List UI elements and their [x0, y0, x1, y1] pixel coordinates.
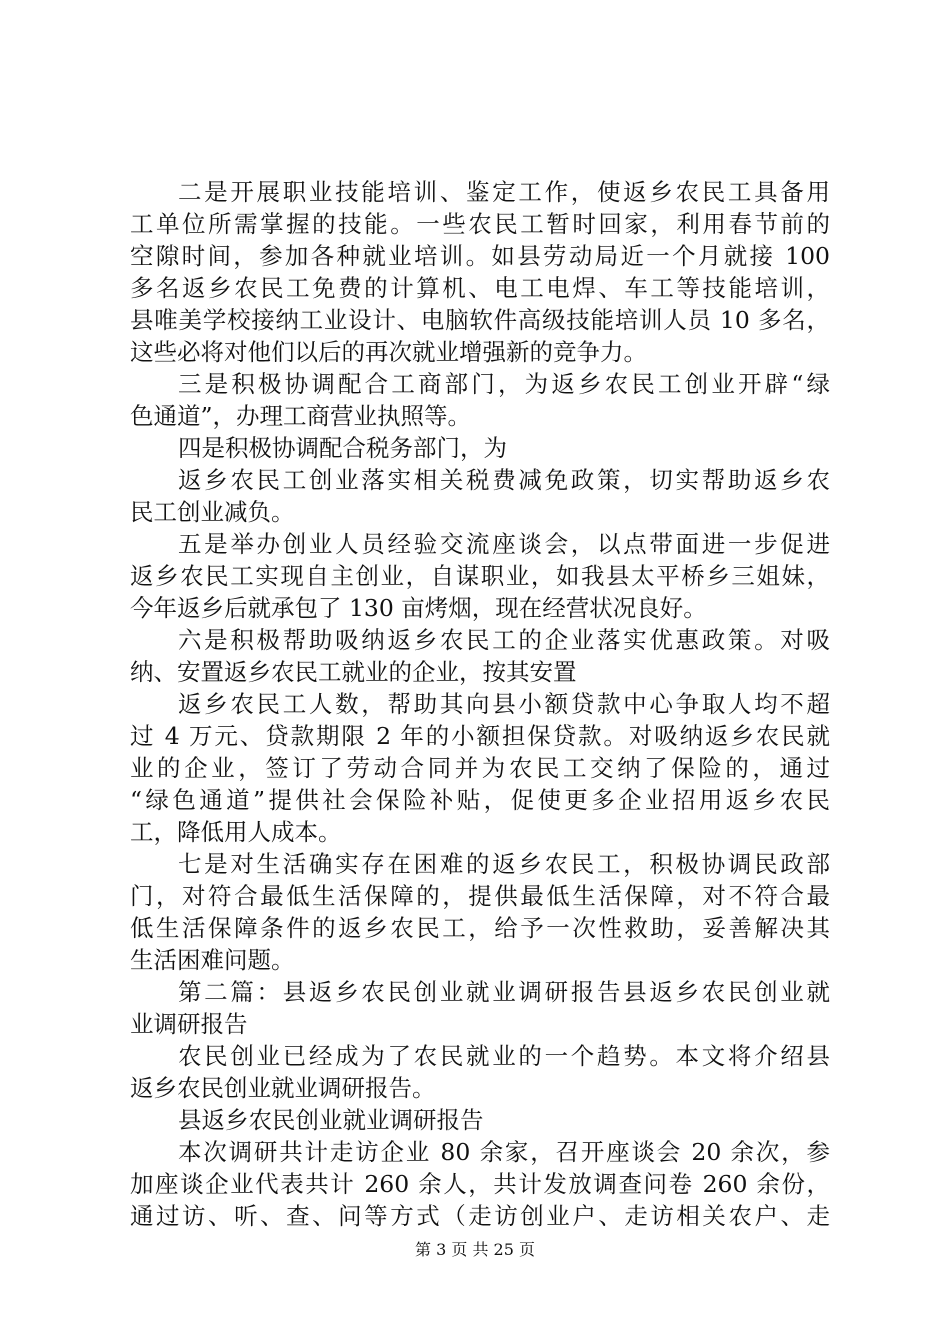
text-line: 农民创业已经成为了农民就业的一个趋势。本文将介绍县 [178, 1042, 830, 1070]
text-line: 工单位所需掌握的技能。一些农民工暂时回家，利用春节前的 [130, 210, 830, 238]
text-line: 七是对生活确实存在困难的返乡农民工，积极协调民政部 [178, 850, 830, 878]
page-footer: 第 3 页 共 25 页 [415, 1240, 535, 1259]
text-line: 五是举办创业人员经验交流座谈会，以点带面进一步促进 [178, 530, 830, 558]
text-line: 色通道”，办理工商营业执照等。 [130, 402, 472, 430]
text-line: 低生活保障条件的返乡农民工，给予一次性救助，妥善解决其 [130, 914, 830, 942]
text-line: 返乡农民工创业落实相关税费减免政策，切实帮助返乡农 [178, 466, 830, 494]
text-line: 纳、安置返乡农民工就业的企业，按其安置 [130, 658, 577, 686]
text-line: 过 4 万元、贷款期限 2 年的小额担保贷款。对吸纳返乡农民就 [130, 722, 830, 750]
text-line: 空隙时间，参加各种就业培训。如县劳动局近一个月就接 100 [130, 242, 830, 270]
text-line: “绿色通道”提供社会保险补贴，促使更多企业招用返乡农民 [130, 786, 830, 814]
text-line: 今年返乡后就承包了 130 亩烤烟，现在经营状况良好。 [130, 594, 707, 622]
text-line: 多名返乡农民工免费的计算机、电工电焊、车工等技能培训， [130, 274, 830, 302]
text-line: 返乡农民创业就业调研报告。 [130, 1074, 436, 1102]
text-line: 本次调研共计走访企业 80 余家，召开座谈会 20 余次，参 [178, 1138, 830, 1166]
text-line: 三是积极协调配合工商部门，为返乡农民工创业开辟“绿 [178, 370, 830, 398]
text-line: 这些必将对他们以后的再次就业增强新的竞争力。 [130, 338, 647, 366]
text-line: 业的企业，签订了劳动合同并为农民工交纳了保险的，通过 [130, 754, 830, 782]
text-line: 加座谈企业代表共计 260 余人，共计发放调查问卷 260 余份， [130, 1170, 830, 1198]
text-line: 返乡农民工人数，帮助其向县小额贷款中心争取人均不超 [178, 690, 830, 718]
text-line: 生活困难问题。 [130, 946, 295, 974]
document-body [130, 176, 830, 1232]
text-line: 县返乡农民创业就业调研报告 [178, 1106, 484, 1134]
text-line: 工，降低用人成本。 [130, 818, 342, 846]
text-line: 县唯美学校接纳工业设计、电脑软件高级技能培训人员 10 多名， [130, 306, 830, 334]
text-line: 业调研报告 [130, 1010, 248, 1038]
text-line: 民工创业减负。 [130, 498, 295, 526]
text-line: 六是积极帮助吸纳返乡农民工的企业落实优惠政策。对吸 [178, 626, 830, 654]
text-line: 四是积极协调配合税务部门，为 [178, 434, 507, 462]
text-line: 第二篇：县返乡农民创业就业调研报告县返乡农民创业就 [178, 978, 830, 1006]
text-line: 二是开展职业技能培训、鉴定工作，使返乡农民工具备用 [178, 178, 830, 206]
text-line: 返乡农民工实现自主创业，自谋职业，如我县太平桥乡三姐妹， [130, 562, 830, 590]
text-line: 通过访、听、查、问等方式（走访创业户、走访相关农户、走 [130, 1202, 830, 1230]
text-line: 门，对符合最低生活保障的，提供最低生活保障，对不符合最 [130, 882, 830, 910]
